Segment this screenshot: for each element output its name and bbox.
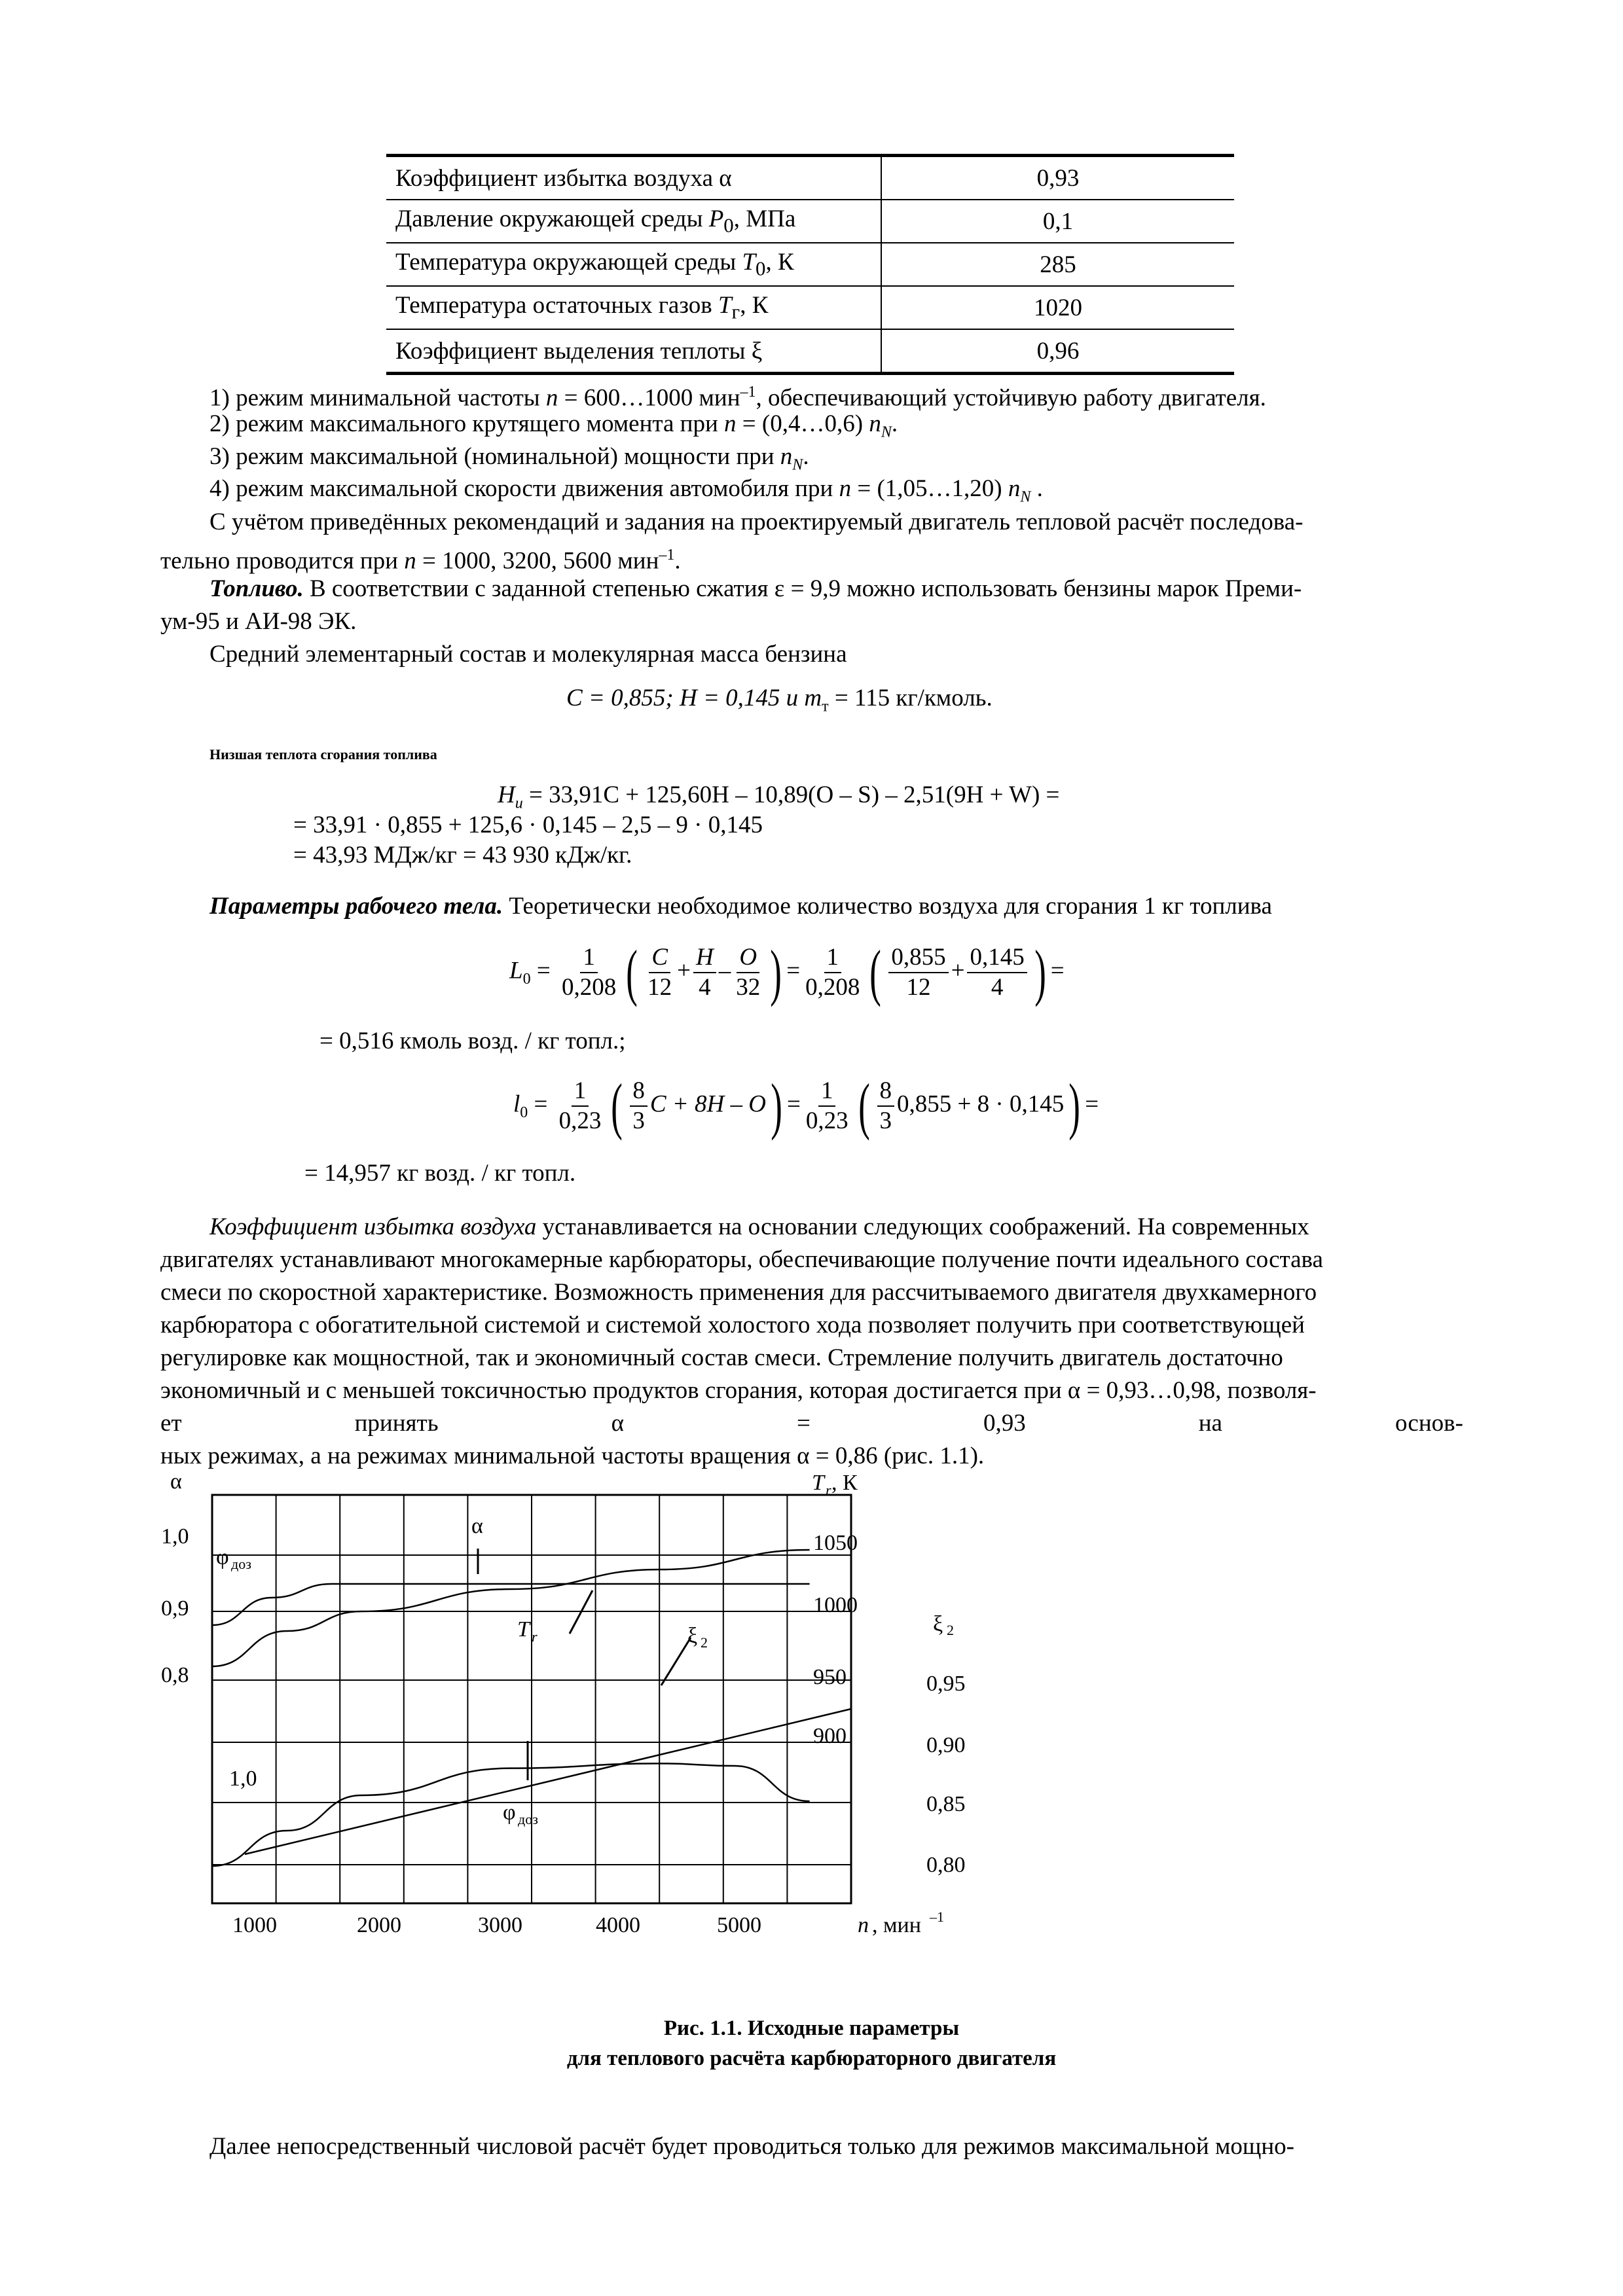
formula-L0-result: = 0,516 кмоль возд. / кг топл.; xyxy=(319,1028,626,1054)
figure-caption-line1: Рис. 1.1. Исходные параметры xyxy=(663,2017,960,2040)
phi-axis-label: φ xyxy=(216,1545,229,1570)
table-cell-value: 0,93 xyxy=(881,156,1234,200)
paragraph-line: Параметры рабочего тела. Теоретически необходимое количество воздуха для сгорания 1 кг топлива xyxy=(210,893,1272,920)
table-cell-label: Температура окружающей среды $T_0$, К xyxy=(386,243,881,286)
paragraph-line: карбюратора с обогатительной системой и системой холостого хода позволяет получить при соответствующей xyxy=(160,1312,1305,1338)
list-item: 1) режим минимальной частоты n = 600…1000 мин$^{-1}$, обеспечивающий устойчивую работу двигателя. xyxy=(210,384,1266,412)
curve-label-phi-sub: доз xyxy=(518,1811,538,1827)
table-cell-label: Температура остаточных газов $T_г$, К xyxy=(386,286,881,329)
tr-axis-sub: r xyxy=(826,1482,831,1498)
paragraph-line: двигателях устанавливают многокамерные карбюраторы, обеспечивающие получение почти идеального состава xyxy=(160,1246,1323,1273)
tick-label: 0,80 xyxy=(926,1853,966,1877)
tick-label: 0,90 xyxy=(926,1733,966,1757)
table-cell-value: 285 xyxy=(881,243,1234,286)
xi-leader xyxy=(661,1638,691,1685)
formula-hu-line3: = 43,93 МДж/кг = 43 930 кДж/кг. xyxy=(293,842,632,869)
tick-label: 0,95 xyxy=(926,1672,966,1696)
formula-hu-line2: = 33,91 · 0,855 + 125,6 · 0,145 – 2,5 – 9 · 0,145 xyxy=(293,812,763,838)
table-cell-label: Коэффициент избытка воздуха α xyxy=(386,156,881,200)
table-cell-value: 0,96 xyxy=(881,329,1234,374)
x-axis-sup: –1 xyxy=(930,1909,944,1925)
paragraph-line: Далее непосредственный числовой расчёт будет проводиться только для режимов максимальной мощно- xyxy=(210,2133,1294,2160)
formula-L0: $L_0$ = $\frac{1}{0,208}$ ( $\frac{C}{12}$ + $\frac{H}{4}$ – $\frac{O}{32}$ ) = $\frac{1}{0,208}$ ( $\frac{0,855}{12}$ + $\frac{0,145}{4}$ ) = xyxy=(509,937,1065,1007)
curve-label-alpha: α xyxy=(471,1514,483,1538)
series-alpha-line xyxy=(212,1584,810,1625)
table-row xyxy=(386,156,1234,200)
table-row xyxy=(386,200,1234,243)
x-axis-unit: , мин xyxy=(872,1913,921,1937)
tr-axis-label: T xyxy=(812,1471,824,1495)
left-axis-label: α xyxy=(170,1469,182,1494)
tick-label: 1050 xyxy=(813,1531,858,1555)
table-row xyxy=(386,329,1234,374)
figure-caption-line2: для теплового расчёта карбюраторного двигателя xyxy=(566,2047,1057,2070)
table-row xyxy=(386,243,1234,286)
section-label: Низшая теплота сгорания топлива xyxy=(210,746,437,762)
formula-hu: $H_u = 33,91C + 125,60H - 10,89(O - S) - 2,51(9H + W)$ = xyxy=(498,781,1060,812)
formula-l0: $l_0$ = $\frac{1}{0,23}$ ( $\frac{8}{3}$ C + 8H – O) = $\frac{1}{0,23}$ ( $\frac{8}{3}$ 0,855 + 8 · 0,145) = xyxy=(513,1071,1099,1141)
series-phi-line xyxy=(245,1709,851,1854)
x-tick-label: 5000 xyxy=(717,1913,761,1937)
paragraph-line: смеси по скоростной характеристике. Возможность применения для рассчитываемого двигателя двухкамерного xyxy=(160,1279,1317,1306)
x-tick-label: 1000 xyxy=(232,1913,277,1937)
tick-label: 900 xyxy=(813,1724,847,1748)
xi-axis-sub: 2 xyxy=(947,1622,954,1638)
paragraph-line: Средний элементарный состав и молекулярная масса бензина xyxy=(210,641,847,668)
tick-label: 1,0 xyxy=(161,1524,189,1549)
tr-axis-unit: , К xyxy=(831,1471,858,1495)
paragraph-line: ных режимах, а на режимах минимальной частоты вращения α = 0,86 (рис. 1.1). xyxy=(160,1443,985,1469)
curve-label-xi: ξ xyxy=(687,1624,698,1648)
paragraph-line: С учётом приведённых рекомендаций и задания на проектируемый двигатель тепловой расчёт последова- xyxy=(210,509,1304,535)
curve-label-tr-sub: r xyxy=(532,1628,538,1645)
tick-label: 0,85 xyxy=(926,1792,966,1816)
paragraph-line: Топливо. В соответствии с заданной степенью сжатия ε = 9,9 можно использовать бензины марок Преми- xyxy=(210,575,1302,602)
chart-figure xyxy=(144,1466,995,1957)
formula-composition: C = 0,855; H = 0,145 и $m_т = 115$ кг/кмоль. xyxy=(566,685,993,715)
series-tr-line xyxy=(212,1550,810,1666)
curve-label-tr: T xyxy=(517,1617,530,1641)
x-tick-label: 4000 xyxy=(596,1913,640,1937)
tick-label: 0,8 xyxy=(161,1663,189,1687)
table-cell-label: Коэффициент выделения теплоты ξ xyxy=(386,329,881,374)
tick-label: 1,0 xyxy=(229,1767,257,1791)
formula-l0-result: = 14,957 кг возд. / кг топл. xyxy=(304,1160,576,1187)
curve-label-xi-sub: 2 xyxy=(701,1634,708,1651)
parameters-table xyxy=(386,154,1234,375)
table-cell-label: Давление окружающей среды $P_0$, МПа xyxy=(386,200,881,243)
phi-axis-sub: доз xyxy=(231,1556,251,1572)
chart-grid xyxy=(212,1495,851,1903)
x-axis-label: n xyxy=(858,1913,869,1937)
paragraph-line: регулировке как мощностной, так и экономичный состав смеси. Стремление получить двигатель достаточно xyxy=(160,1344,1283,1371)
paragraph-line: ум-95 и АИ-98 ЭК. xyxy=(160,608,357,635)
paragraph-line: экономичный и с меньшей токсичностью продуктов сгорания, которая достигается при α = 0,93…0,98, позволя- xyxy=(160,1377,1317,1404)
table-cell-value: 1020 xyxy=(881,286,1234,329)
curve-label-phi: φ xyxy=(503,1801,516,1825)
x-tick-label: 2000 xyxy=(357,1913,401,1937)
table-cell-value: 0,1 xyxy=(881,200,1234,243)
paragraph-line: ет принять α = 0,93 на основ- xyxy=(160,1410,1463,1437)
paragraph-line: тельно проводится при n = 1000, 3200, 5600 мин$^{-1}$. xyxy=(160,547,681,575)
list-item: 2) режим максимального крутящего момента при n = (0,4…0,6) $n_N$. xyxy=(210,410,898,441)
paragraph-line: Коэффициент избытка воздуха устанавливается на основании следующих соображений. На современных xyxy=(210,1213,1309,1240)
x-tick-label: 3000 xyxy=(478,1913,522,1937)
list-item: 4) режим максимальной скорости движения автомобиля при n = (1,05…1,20) $n_N$ . xyxy=(210,475,1043,506)
tick-label: 1000 xyxy=(813,1593,858,1617)
chart-labels xyxy=(161,1469,966,1937)
tick-label: 950 xyxy=(813,1665,847,1689)
table-row xyxy=(386,286,1234,329)
tick-label: 0,9 xyxy=(161,1596,189,1621)
list-item: 3) режим максимальной (номинальной) мощности при $n_N$. xyxy=(210,443,809,474)
xi-axis-label: ξ xyxy=(933,1612,943,1636)
